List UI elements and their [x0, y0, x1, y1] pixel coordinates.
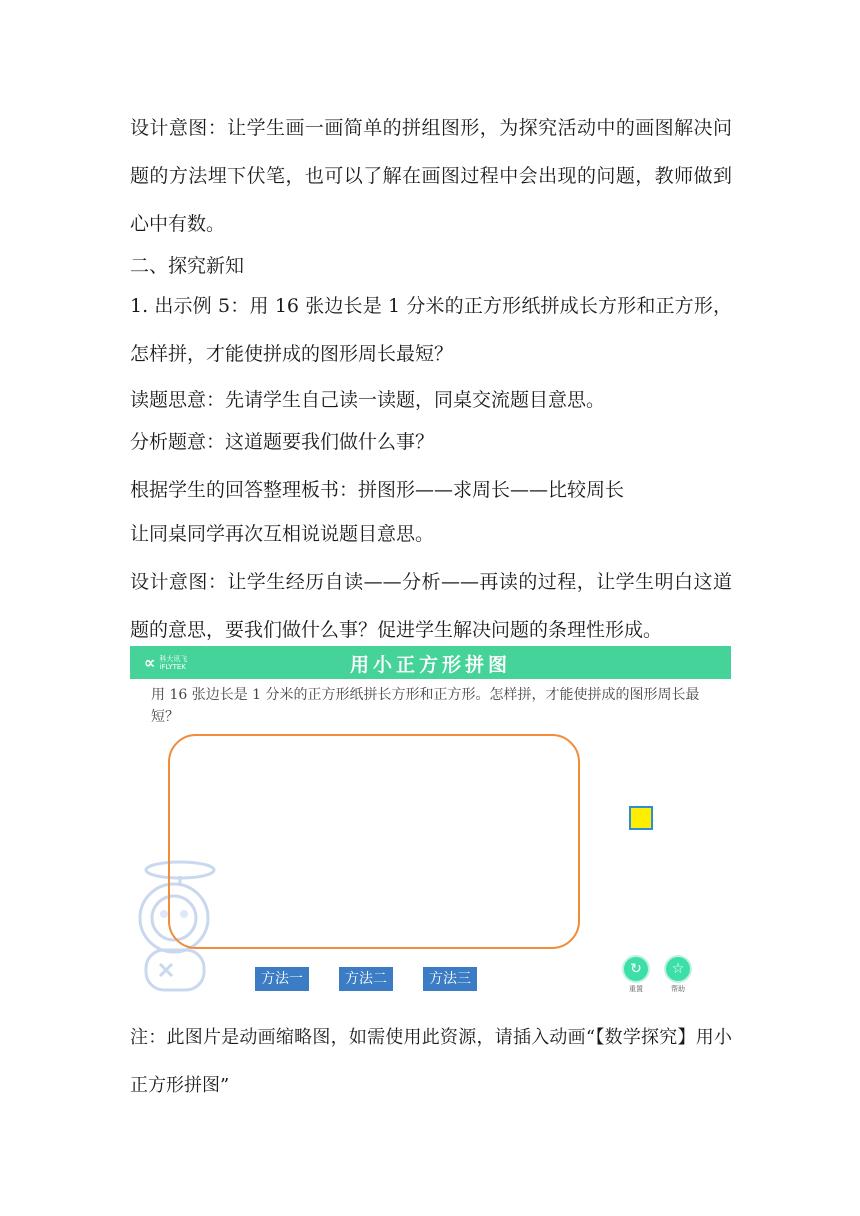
title-banner [130, 646, 731, 679]
method-2-button[interactable]: 方法二 [339, 967, 393, 991]
logo-cn: 科大讯飞 [159, 654, 188, 663]
logo-icon: ∝ [144, 653, 156, 672]
help-icon[interactable]: ☆ [666, 957, 690, 981]
reset-label: 重置 [629, 985, 643, 993]
problem-prompt: 用 16 张边长是 1 分米的正方形纸拼长方形和正方形。怎样拼，才能使拼成的图形周长最短？ [151, 687, 700, 725]
method-1-button[interactable]: 方法一 [255, 967, 309, 991]
thumbnail-note: 注：此图片是动画缩略图，如需使用此资源，请插入动画“【数学探究】用小正方形拼图” [130, 1027, 732, 1096]
reset-icon[interactable]: ↻ [624, 957, 648, 981]
retell-paragraph: 让同桌同学再次互相说说题目意思。 [130, 523, 435, 545]
reading-paragraph: 读题思意：先请学生自己读一读题，同桌交流题目意思。 [130, 389, 606, 411]
square-tile[interactable] [629, 806, 653, 830]
analysis-paragraph: 分析题意：这道题要我们做什么事？ [130, 431, 435, 453]
animation-title: 用小正方形拼图 [349, 654, 511, 676]
board-writing-paragraph: 根据学生的回答整理板书：拼图形——求周长——比较周长 [130, 479, 625, 501]
logo-en: iFLYTEK [159, 662, 186, 671]
help-label: 帮助 [671, 985, 685, 993]
section-heading: 二、探究新知 [130, 255, 245, 277]
drawing-board[interactable] [168, 734, 580, 949]
design-intent-paragraph-1: 设计意图：让学生画一画简单的拼组图形，为探究活动中的画图解决问题的方法埋下伏笔，也可以了解在画图过程中会出现的问题，教师做到心中有数。 [130, 117, 732, 235]
animation-thumbnail [130, 646, 731, 1006]
design-intent-paragraph-2: 设计意图：让学生经历自读——分析——再读的过程，让学生明白这道题的意思，要我们做什么事？促进学生解决问题的条理性形成。 [130, 571, 732, 641]
example-5-paragraph: 1. 出示例 5：用 16 张边长是 1 分米的正方形纸拼成长方形和正方形，怎样拼，才能使拼成的图形周长最短？ [130, 295, 732, 365]
method-3-button[interactable]: 方法三 [423, 967, 477, 991]
